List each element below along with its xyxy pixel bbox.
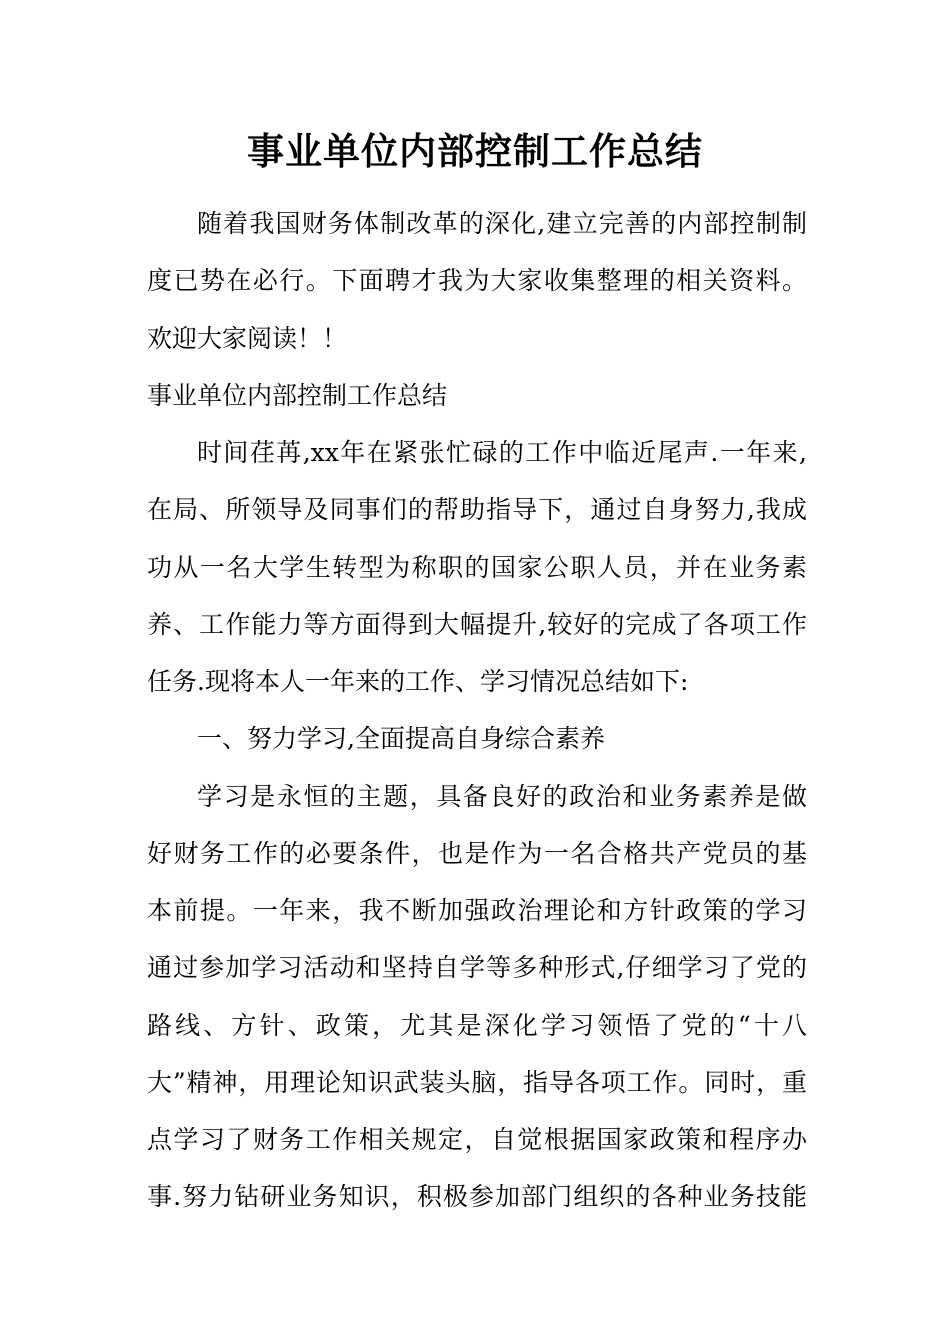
paragraph-line: 任务.现将本人一年来的工作、学习情况总结如下: — [147, 667, 689, 696]
paragraph-line: 养、工作能力等方面得到大幅提升,较好的完成了各项工作 — [147, 610, 807, 639]
section-heading: 事业单位内部控制工作总结 — [147, 381, 448, 410]
document-title: 事业单位内部控制工作总结 — [247, 129, 703, 173]
paragraph-line: 好财务工作的必要条件，也是作为一名合格共产党员的基 — [147, 839, 807, 868]
paragraph-line: 通过参加学习活动和坚持自学等多种形式,仔细学习了党的 — [147, 953, 807, 982]
paragraph-line: 学习是永恒的主题，具备良好的政治和业务素养是做 — [197, 782, 807, 811]
paragraph-line: 随着我国财务体制改革的深化,建立完善的内部控制制 — [197, 209, 807, 238]
paragraph-line: 事.努力钻研业务知识，积极参加部门组织的各种业务技能 — [147, 1182, 807, 1211]
paragraph-line: 在局、所领导及同事们的帮助指导下，通过自身努力,我成 — [147, 495, 807, 524]
paragraph-line: 路线、方针、政策，尤其是深化学习领悟了党的“十八 — [147, 1011, 807, 1040]
paragraph-line: 功从一名大学生转型为称职的国家公职人员，并在业务素 — [147, 553, 807, 582]
paragraph-line: 大”精神，用理论知识武装头脑，指导各项工作。同时，重 — [147, 1068, 807, 1097]
subsection-heading: 一、努力学习,全面提高自身综合素养 — [197, 724, 605, 753]
paragraph-line: 本前提。一年来，我不断加强政治理论和方针政策的学习 — [147, 896, 807, 925]
paragraph-line: 欢迎大家阅读！！ — [147, 324, 348, 353]
paragraph-line: 度已势在必行。下面聘才我为大家收集整理的相关资料。 — [147, 266, 807, 295]
paragraph-line: 时间荏苒,xx年在紧张忙碌的工作中临近尾声.一年来, — [197, 438, 807, 467]
paragraph-line: 点学习了财务工作相关规定，自觉根据国家政策和程序办 — [147, 1125, 807, 1154]
